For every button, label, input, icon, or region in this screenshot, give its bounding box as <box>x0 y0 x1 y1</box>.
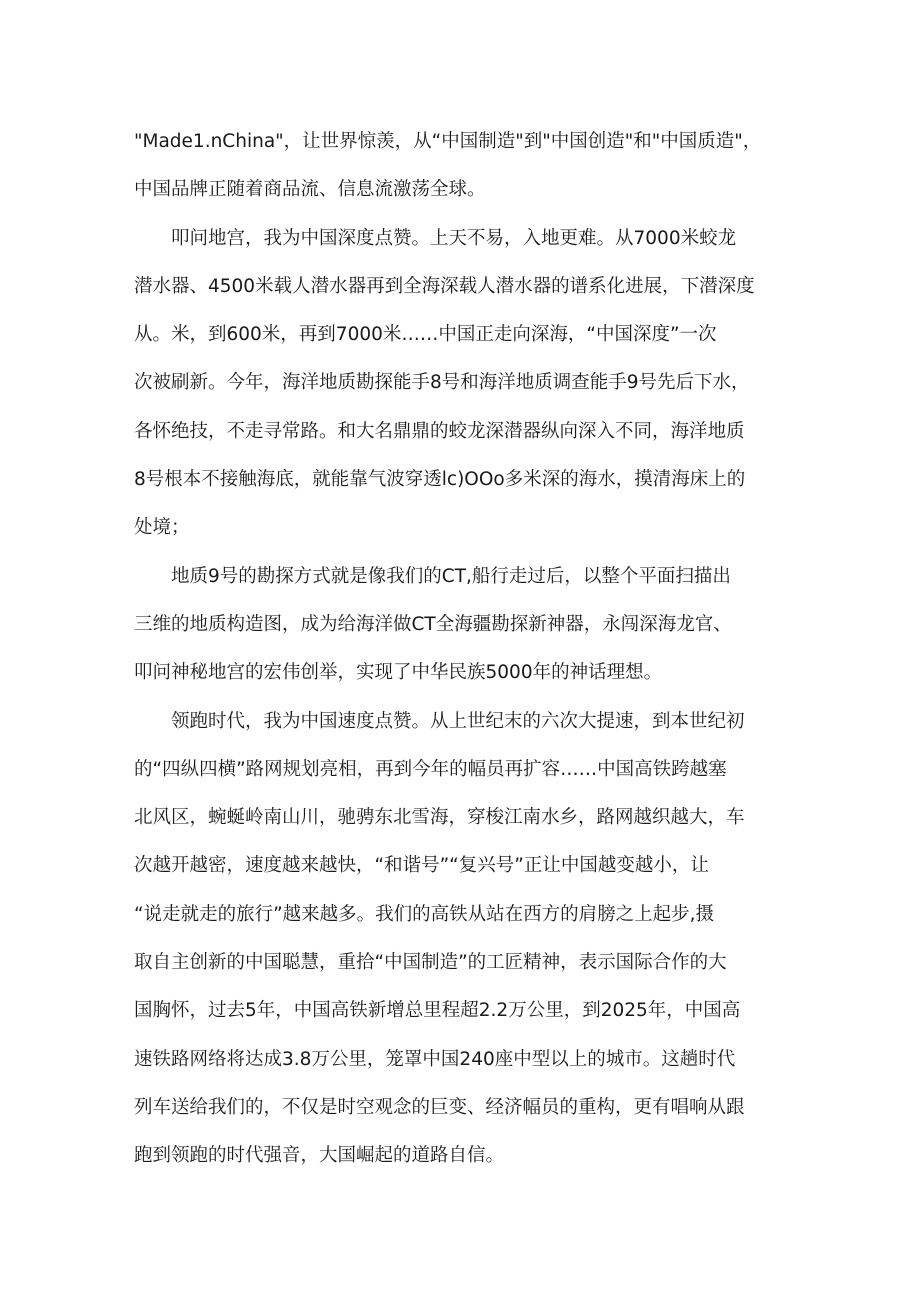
paragraph-1-line-2: 中国品牌正随着商品流、信息流激荡全球。 <box>134 179 486 201</box>
paragraph-4-line-2: 的“四纵四横”路网规划亮相，再到今年的幅员再扩容……中国高铁跨越塞 <box>134 758 727 780</box>
paragraph-2-line-3: 从。米，到600米，再到7000米……中国正走向深海，“中国深度”一次 <box>134 324 717 346</box>
body-text <box>134 118 806 1181</box>
paragraph-3-line-1: 地质9号的勘探方式就是像我们的CT,船行走过后，以整个平面扫描出 <box>171 565 731 587</box>
paragraph-2-line-2: 潜水器、4500米载人潜水器再到全海深载人潜水器的谱系化进展，下潜深度 <box>134 275 755 297</box>
paragraph-4-line-3: 北风区，蜿蜒岭南山川，驰骋东北雪海，穿梭江南水乡，路网越织越大，车 <box>134 807 745 829</box>
paragraph-2-line-7: 处境； <box>134 517 190 539</box>
paragraph-4-line-4: 次越开越密，速度越来越快，“和谐号”“复兴号”正让中国越变越小，让 <box>134 855 709 877</box>
paragraph-4-line-6: 取自主创新的中国聪慧，重拾“中国制造”的工匠精神，表示国际合作的大 <box>134 952 727 974</box>
paragraph-4-line-5: “说走就走的旅行”越来越多。我们的高铁从站在西方的肩膀之上起步,摄 <box>134 903 715 925</box>
paragraph-3-line-2: 三维的地质构造图，成为给海洋做CT全海疆勘探新神器，永闯深海龙官、 <box>134 613 732 635</box>
paragraph-4-line-8: 速铁路网络将达成3.8万公里，笼罩中国240座中型以上的城市。这趟时代 <box>134 1048 736 1070</box>
paragraph-4-line-10: 跑到领跑的时代强音，大国崛起的道路自信。 <box>134 1145 505 1167</box>
paragraph-4-line-1: 领跑时代，我为中国速度点赞。从上世纪末的六次大提速，到本世纪初 <box>171 710 745 732</box>
paragraph-2-line-6: 8号根本不接触海底，就能靠气波穿透lc)OOo多米深的海水，摸清海床上的 <box>134 469 746 491</box>
paragraph-4-line-9: 列车送给我们的，不仅是时空观念的巨变、经济幅员的重构，更有唱响从跟 <box>134 1096 745 1118</box>
paragraph-2-line-1: 叩问地宫，我为中国深度点赞。上天不易，入地更难。从7000米蛟龙 <box>171 227 737 249</box>
paragraph-2-line-4: 次被刷新。今年，海洋地质勘探能手8号和海洋地质调查能手9号先后下水， <box>134 372 750 394</box>
paragraph-4-line-7: 国胸怀，过去5年，中国高铁新增总里程超2.2万公里，到2025年，中国高 <box>134 1000 741 1022</box>
paragraph-3-line-3: 叩问神秘地宫的宏伟创举，实现了中华民族5000年的神话理想。 <box>134 662 663 684</box>
paragraph-1-line-1: "Made1.nChina"，让世界惊羡，从“中国制造"到"中国创造"和"中国质造"， <box>134 131 762 152</box>
paragraph-2-line-5: 各怀绝技，不走寻常路。和大名鼎鼎的蛟龙深潜器纵向深入不同，海洋地质 <box>134 420 745 442</box>
